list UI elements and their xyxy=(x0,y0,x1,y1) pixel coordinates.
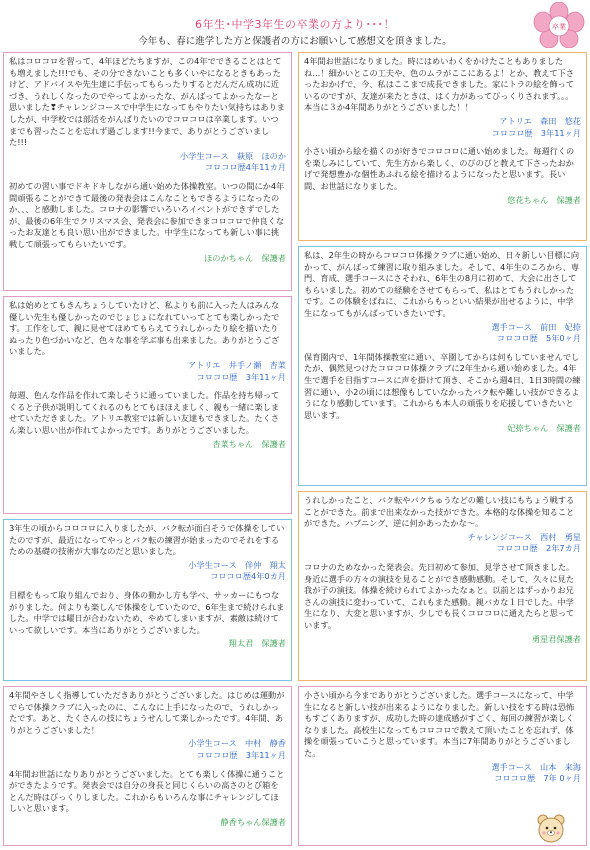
parent-comment: コロナのためなかった発表会。先日初めて参加、見学させて頂きました。身近に選手の方々の演技を見ることができ感動感動。そして、久々に見た我が子の演技。体操を続けられてよかったなぁと。以前とはずっかりお兄さんの演技に変わっていて、これもまた感動。親バカな１日でした。中学生になり、大変と思いますが、少しでも長くコロコロに通えたらと思っています。 xyxy=(304,561,575,630)
student-history: コロコロ歴 5年0ヶ月 xyxy=(496,333,581,344)
student-signature: 選手コース 前田 妃捺 xyxy=(491,321,581,332)
parent-signature: 杏菜ちゃん 保護者 xyxy=(212,438,286,449)
student-signature: 小学生コース 萩原 ほのか xyxy=(179,150,286,161)
student-history: コロコロ歴 2年7カ月 xyxy=(496,543,581,554)
student-history: コロコロ歴4年0カ月 xyxy=(210,571,286,582)
parent-signature: 静香ちゃん保護者 xyxy=(220,816,286,827)
student-comment: 私は始めとてもきんちょうしていたけど、私よりも前に入った人はみんな優しい先生も優しかったのでじょじょになれていってとても楽しかったです。工作をして、親に見せてほめてもらえてうれしかったり絵を描いたりぬったり色づかいなど、色々な事を学ぶ事も出来ました。ありがとうございました。 xyxy=(9,300,280,357)
parent-comment: 4年間お世話になりありがとうございました。とても楽しく体操に通うことができたようです。発表会では自分の身長と同じくらいの高さのとび箱をとんだ時はびっくりしました。これからもいろんな事にチャレンジしてほしいと思います。 xyxy=(9,768,285,814)
student-comment: 4年間やさしく指導していただきありがとうございました。はじめは運動がでらで体操クラブに入ったのに、こんなに上手になったので、うれしかったです。あと、たくさんの技にちょうせんして楽しかったです。4年間、ありがとうございました！ xyxy=(9,690,285,735)
testimonial-card-tomonaka xyxy=(3,519,292,681)
parent-signature: 勇星君保護者 xyxy=(531,633,581,644)
parent-comment: 保育園内で、1年間体操教室に通い、卒園してからは何もしていませんでしたが、偶然見つけたコロコロ体操クラブに2年生から通い始めました。4年生で選手を目指すコースに声を掛けて頂き、そこから週4日、1日3時間の練習に通い、小2の頃には想像もしていなかったバク転や難しい技ができるようになり感動しています。これからも本人の頑張りを応援していきたいと思います。 xyxy=(304,351,581,420)
student-comment: 私はコロコロを習って、4年ほどたちますが、この4年でできることはとても増えました!!!でも、その分できないことも多くいやになるときもあったけど、アドバイスや先生達に手伝ってもらったりするとだんだん成功に近づき、うれしくなったのでやってよかったな、がんばってよかったなーと思いました❣チャレンジコースで中学生になってもやりたい気持ちはありましたが、中学校では部活をがんばりたいのでコロコロは卒業します。いつまでも習ったことを忘れず過ごします!!今まで、ありがとうございました!!! xyxy=(9,56,285,148)
parent-comment: 目標をもって取り組んでおり、身体の動かし方も学べ、サッカーにもつながりました。何よりも楽しんで体操をしていたので、6年生まで続けられました。中学では曜日が合わないため、やめてしまいますが、素敵は続けていって欲しいです。本当にありがとうございました。 xyxy=(9,589,285,635)
student-history: コロコロ歴 3年11ヶ月 xyxy=(196,371,286,382)
testimonial-card-nishimura xyxy=(298,491,587,681)
parent-signature: 翔太君 保護者 xyxy=(228,638,286,649)
student-signature: 小学生コース 中村 静香 xyxy=(188,738,286,749)
page-subtitle: 今年も、春に進学した方と保護者の方にお願いして感想文を頂きました。 xyxy=(138,36,452,47)
testimonial-card-idenose xyxy=(3,296,292,514)
student-comment: うれしかったこと、バク転やバクちゅうなどの難しい技にもちょう戦することができた。前まで出来なかった技ができた。本格的な体操を知ることができた。ハプニング、逆に何かあったかな～。 xyxy=(304,495,575,529)
student-signature: アトリエ 森田 悠花 xyxy=(499,115,581,126)
parent-signature: ほのかちゃん 保護者 xyxy=(204,252,286,263)
parent-comment: 小さい頃から絵を描くのが好きでコロコロに通い始めました。毎週行くのを楽しみにしていて、先生方から楽しく、のびのびと教えて下さったおかげで発想豊かな個性あふれる絵を描けるようになったと思います。長い間、お世話になりました。 xyxy=(304,146,575,191)
bear-mascot-icon xyxy=(535,812,567,844)
student-signature: チャレンジコース 西村 勇星 xyxy=(467,531,581,542)
parent-comment: 毎週、色んな作品を作れて楽しそうに通っていました。作品を持ち帰ってくると子供が説明してくれるのもとてもほほえましく、親も一緒に楽しませていただきました。アトリエ教室では新しい友達もできました。たくさん楽しい思い出が作れてよかったです。ありがとうございました。 xyxy=(9,390,280,435)
student-comment: 4年間お世話になりました。時にはめいわくをかけたこともありましたね…！細かいとこの工夫や、色のムラがここにあるよ！とか、教えて下さったおかげで、今、私はここまで成長できました。家にトラの絵を飾っているのですが、友達が来たときは、はく力があってびっくりされます。。。本当に３か4年間ありがとうございました！！ xyxy=(304,56,575,113)
student-comment: 私は、2年生の時からコロコロ体操クラブに通い始め、日々新しい目標に向かって、がんばって練習に取り組みました。そして、4年生のころから、専門、育成、選手コースにさそわれ、6年生の8月に初めて、大会に出さしてもらいました。初めての経験をさせてもらって、私はとてもうれしかったです。この体験をばねに、これからもっといい結果が出せるように、中学生になってもがんばっていきたいです。 xyxy=(304,250,580,318)
testimonial-card-hagiwara xyxy=(3,52,292,291)
student-signature: 小学生コース 伴仲 翔太 xyxy=(188,559,286,570)
student-history: コロコロ歴 3年11ヶ月 xyxy=(196,749,286,760)
testimonial-card-nakamura xyxy=(3,686,292,846)
parent-signature: 悠花ちゃん 保護者 xyxy=(507,194,581,205)
parent-signature: 妃捺ちゃん 保護者 xyxy=(507,423,581,434)
student-comment: 小さい頃から今までありがとうございました。選手コースになって、中学生になると新しい技が出来るようになりました。新しい技をする時は恐怖もすごくありますが、成功した時の達成感がすごく、毎回の練習が楽しくなりました。高校生になってもコロコロで教えて頂いたことを忘れず、体操を頑張っていこうと思っています。本当に7年間ありがとうございました。 xyxy=(304,690,575,758)
parent-comment: 初めての習い事でドキドキしながら通い始めた体操教室。いつの間にか4年間頑張ることができて最後の発表会はこんなこともできるようになったのか、、、と感動しました。コロナの影響でいろいろイベントができずでしたが、最後の6年生でクリスマス会、発表会に参加できまコロコロで仲良くなったお友達とも良い思い出ができました。中学生になっても新しい事に挑戦して頑張ってもらいたいです。 xyxy=(9,180,285,249)
sakura-logo-icon xyxy=(532,2,586,48)
student-signature: アトリエ 井手ノ瀬 杏菜 xyxy=(187,359,286,370)
student-history: コロコロ歴4年11カ月 xyxy=(204,162,286,173)
student-comment: 3年生の頃からコロコロに入りましたが、バク転が面白そうで体操をしていたのですが、最近になってやっとバク転の練習が始まったのでそれをするための基礎の技術が大事なのだと思いました。 xyxy=(9,523,285,557)
logo-text: 卒業 xyxy=(552,23,566,31)
page-title: 6年生･中学3年生の卒業の方より･･･！ xyxy=(195,18,395,31)
student-signature: 選手コース 山本 来海 xyxy=(491,761,581,772)
page-header xyxy=(0,0,590,52)
student-history: コロコロ歴 3年11ヶ月 xyxy=(491,127,581,138)
testimonial-card-maeda xyxy=(298,246,587,486)
testimonial-card-morita xyxy=(298,52,587,241)
student-history: コロコロ歴 7年 0ヶ月 xyxy=(494,773,581,784)
